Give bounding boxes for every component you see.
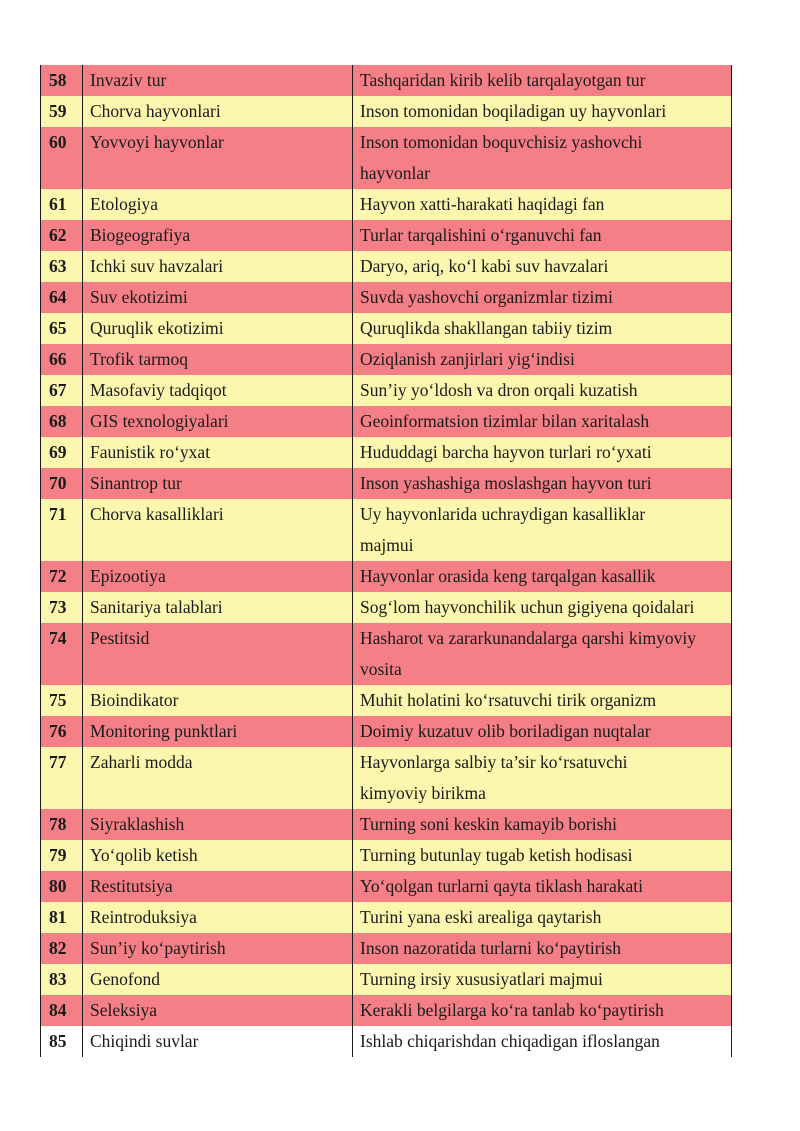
description-line: Turini yana eski arealiga qaytarish	[360, 907, 602, 927]
description-line: Suvda yashovchi organizmlar tizimi	[360, 287, 613, 307]
row-number: 66	[41, 344, 83, 375]
row-number: 59	[41, 96, 83, 127]
term-cell: Zaharli modda	[83, 747, 353, 809]
row-number: 74	[41, 623, 83, 685]
term-cell: Quruqlik ekotizimi	[83, 313, 353, 344]
row-number: 82	[41, 933, 83, 964]
description-line: Doimiy kuzatuv olib boriladigan nuqtalar	[360, 721, 651, 741]
description-cell	[353, 716, 732, 747]
row-number: 84	[41, 995, 83, 1026]
row-number: 63	[41, 251, 83, 282]
row-number: 80	[41, 871, 83, 902]
description-cell	[353, 344, 732, 375]
term-cell: Chiqindi suvlar	[83, 1026, 353, 1057]
table-row	[41, 96, 732, 127]
description-line: kimyoviy birikma	[360, 783, 486, 803]
table-row	[41, 375, 732, 406]
table-row	[41, 716, 732, 747]
row-number: 68	[41, 406, 83, 437]
description-line: Hayvon xatti-harakati haqidagi fan	[360, 194, 605, 214]
row-number: 75	[41, 685, 83, 716]
description-cell	[353, 65, 732, 96]
table-row	[41, 282, 732, 313]
table-row	[41, 561, 732, 592]
description-line: Hayvonlarga salbiy ta’sir ko‘rsatuvchi	[360, 752, 628, 772]
description-line: Ishlab chiqarishdan chiqadigan ifloslangan	[360, 1031, 660, 1051]
row-number: 58	[41, 65, 83, 96]
term-cell: Biogeografiya	[83, 220, 353, 251]
row-number: 60	[41, 127, 83, 189]
description-line: Sun’iy yo‘ldosh va dron orqali kuzatish	[360, 380, 638, 400]
table-row	[41, 499, 732, 561]
glossary-table	[40, 65, 732, 1057]
description-line: Muhit holatini ko‘rsatuvchi tirik organizm	[360, 690, 657, 710]
term-cell: Sanitariya talablari	[83, 592, 353, 623]
description-line: Uy hayvonlarida uchraydigan kasalliklar	[360, 504, 646, 524]
row-number: 78	[41, 809, 83, 840]
table-row	[41, 933, 732, 964]
table-row	[41, 964, 732, 995]
row-number: 77	[41, 747, 83, 809]
table-row	[41, 251, 732, 282]
description-cell	[353, 282, 732, 313]
term-cell: Trofik tarmoq	[83, 344, 353, 375]
term-cell: Reintroduksiya	[83, 902, 353, 933]
description-cell	[353, 468, 732, 499]
description-cell	[353, 592, 732, 623]
description-line: Hayvonlar orasida keng tarqalgan kasallik	[360, 566, 656, 586]
description-cell	[353, 96, 732, 127]
term-cell: Genofond	[83, 964, 353, 995]
description-line: vosita	[360, 659, 402, 679]
description-line: Tashqaridan kirib kelib tarqalayotgan tur	[360, 70, 646, 90]
row-number: 85	[41, 1026, 83, 1057]
description-cell	[353, 127, 732, 189]
description-cell	[353, 189, 732, 220]
term-cell: Epizootiya	[83, 561, 353, 592]
table-row	[41, 902, 732, 933]
description-line: Inson yashashiga moslashgan hayvon turi	[360, 473, 652, 493]
row-number: 67	[41, 375, 83, 406]
term-cell: Sun’iy ko‘paytirish	[83, 933, 353, 964]
term-cell: Faunistik ro‘yxat	[83, 437, 353, 468]
description-cell	[353, 561, 732, 592]
description-cell	[353, 220, 732, 251]
description-line: Inson nazoratida turlarni ko‘paytirish	[360, 938, 621, 958]
description-cell	[353, 1026, 732, 1057]
description-cell	[353, 406, 732, 437]
description-line: Quruqlikda shakllangan tabiiy tizim	[360, 318, 613, 338]
description-line: Inson tomonidan boqiladigan uy hayvonlari	[360, 101, 667, 121]
table-row	[41, 313, 732, 344]
glossary-body	[41, 65, 732, 1057]
description-line: Turlar tarqalishini o‘rganuvchi fan	[360, 225, 602, 245]
description-cell	[353, 933, 732, 964]
row-number: 62	[41, 220, 83, 251]
table-row	[41, 344, 732, 375]
description-line: Kerakli belgilarga ko‘ra tanlab ko‘paytirish	[360, 1000, 664, 1020]
row-number: 72	[41, 561, 83, 592]
description-line: Turning irsiy xususiyatlari majmui	[360, 969, 603, 989]
description-line: Geoinformatsion tizimlar bilan xaritalash	[360, 411, 650, 431]
description-line: Turning butunlay tugab ketish hodisasi	[360, 845, 633, 865]
description-cell	[353, 437, 732, 468]
term-cell: Etologiya	[83, 189, 353, 220]
description-line: Sog‘lom hayvonchilik uchun gigiyena qoidalari	[360, 597, 695, 617]
term-cell: Yo‘qolib ketish	[83, 840, 353, 871]
table-row	[41, 65, 732, 96]
description-cell	[353, 809, 732, 840]
description-line: Hasharot va zararkunandalarga qarshi kimyoviy	[360, 628, 696, 648]
description-line: Inson tomonidan boquvchisiz yashovchi	[360, 132, 643, 152]
table-row	[41, 747, 732, 809]
term-cell: Seleksiya	[83, 995, 353, 1026]
description-cell	[353, 902, 732, 933]
term-cell: Chorva kasalliklari	[83, 499, 353, 561]
table-row	[41, 189, 732, 220]
description-cell	[353, 251, 732, 282]
term-cell: Masofaviy tadqiqot	[83, 375, 353, 406]
table-row	[41, 995, 732, 1026]
table-row	[41, 840, 732, 871]
term-cell: Suv ekotizimi	[83, 282, 353, 313]
description-line: Turning soni keskin kamayib borishi	[360, 814, 617, 834]
description-cell	[353, 685, 732, 716]
term-cell: Siyraklashish	[83, 809, 353, 840]
row-number: 69	[41, 437, 83, 468]
table-row	[41, 592, 732, 623]
term-cell: GIS texnologiyalari	[83, 406, 353, 437]
table-row	[41, 871, 732, 902]
row-number: 65	[41, 313, 83, 344]
description-cell	[353, 995, 732, 1026]
row-number: 83	[41, 964, 83, 995]
table-row	[41, 127, 732, 189]
table-row	[41, 468, 732, 499]
description-cell	[353, 375, 732, 406]
description-cell	[353, 871, 732, 902]
row-number: 64	[41, 282, 83, 313]
table-row	[41, 809, 732, 840]
term-cell: Ichki suv havzalari	[83, 251, 353, 282]
description-cell	[353, 313, 732, 344]
table-row	[41, 1026, 732, 1057]
description-line: Daryo, ariq, ko‘l kabi suv havzalari	[360, 256, 609, 276]
table-row	[41, 220, 732, 251]
term-cell: Bioindikator	[83, 685, 353, 716]
term-cell: Invaziv tur	[83, 65, 353, 96]
description-cell	[353, 747, 732, 809]
table-row	[41, 437, 732, 468]
term-cell: Restitutsiya	[83, 871, 353, 902]
term-cell: Chorva hayvonlari	[83, 96, 353, 127]
term-cell: Yovvoyi hayvonlar	[83, 127, 353, 189]
row-number: 73	[41, 592, 83, 623]
row-number: 70	[41, 468, 83, 499]
row-number: 71	[41, 499, 83, 561]
description-cell	[353, 840, 732, 871]
table-row	[41, 685, 732, 716]
description-line: Oziqlanish zanjirlari yig‘indisi	[360, 349, 575, 369]
term-cell: Pestitsid	[83, 623, 353, 685]
term-cell: Monitoring punktlari	[83, 716, 353, 747]
description-line: Yo‘qolgan turlarni qayta tiklash harakati	[360, 876, 644, 896]
description-line: Hududdagi barcha hayvon turlari ro‘yxati	[360, 442, 652, 462]
term-cell: Sinantrop tur	[83, 468, 353, 499]
table-row	[41, 406, 732, 437]
table-row	[41, 623, 732, 685]
description-cell	[353, 623, 732, 685]
description-cell	[353, 499, 732, 561]
description-line: hayvonlar	[360, 163, 430, 183]
description-cell	[353, 964, 732, 995]
row-number: 61	[41, 189, 83, 220]
description-line: majmui	[360, 535, 414, 555]
row-number: 81	[41, 902, 83, 933]
row-number: 79	[41, 840, 83, 871]
row-number: 76	[41, 716, 83, 747]
